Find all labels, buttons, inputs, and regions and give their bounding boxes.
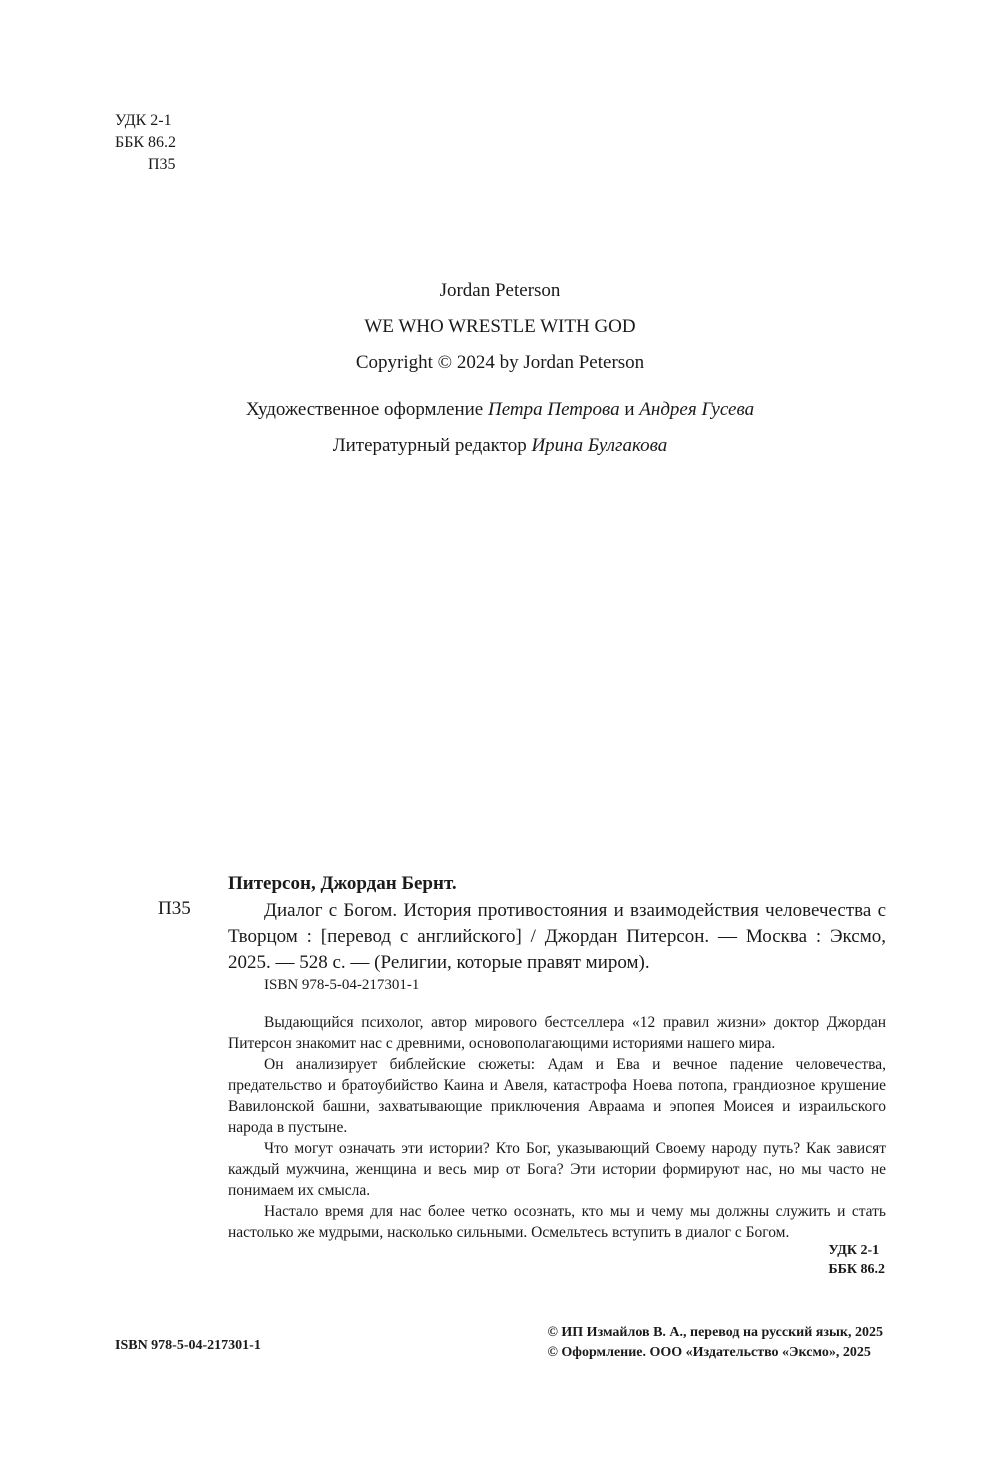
- annotation: [228, 1012, 886, 1243]
- udk-code: УДК 2-1: [115, 112, 172, 129]
- original-copyright: Copyright © 2024 by Jordan Peterson: [355, 352, 645, 373]
- footer-isbn: ISBN 978-5-04-217301-1: [115, 1338, 261, 1353]
- annotation-paragraph: Выдающийся психолог, автор мирового бестселлера «12 правил жизни» доктор Джордан Питерсон знакомит нас с древними, основополагающими историями нашего мира.: [228, 1014, 886, 1052]
- footer-udk: УДК 2-1: [828, 1243, 880, 1258]
- bbk-code: ББК 86.2: [115, 134, 177, 151]
- designer-1: Петра Петрова: [487, 399, 620, 420]
- footer-bbk: ББК 86.2: [828, 1262, 885, 1277]
- biblio-description: Диалог с Богом. История противостояния и взаимодействия человечества с Творцом : [перевод с английского] / Джордан Питерсон. — Москва : Эксмо, 2025. — 528 с. — (Религии, которые правят миром).: [228, 900, 886, 973]
- translation-copyright: © ИП Измайлов В. А., перевод на русский язык, 2025: [547, 1325, 883, 1340]
- original-title: WE WHO WRESTLE WITH GOD: [364, 316, 636, 337]
- classification-block: [115, 110, 176, 176]
- editor-label: Литературный редактор: [332, 435, 527, 456]
- editor-name: Ирина Булгакова: [531, 435, 668, 456]
- designer-2: Андрея Гусева: [639, 399, 755, 420]
- designer-conj: и: [624, 399, 635, 420]
- editor-credit: [0, 428, 1000, 464]
- footer-classification: [828, 1241, 885, 1279]
- biblio-author: Питерсон, Джордан Бернт.: [228, 873, 457, 894]
- original-credits: [0, 273, 1000, 381]
- original-author: Jordan Peterson: [439, 280, 561, 301]
- design-credit: [0, 392, 1000, 428]
- biblio-isbn: ISBN 978-5-04-217301-1: [264, 977, 420, 993]
- russian-credits: [0, 392, 1000, 464]
- design-copyright: © Оформление. ООО «Издательство «Эксмо», 2025: [547, 1345, 871, 1360]
- author-mark: П35: [148, 156, 176, 173]
- annotation-paragraph: Он анализирует библейские сюжеты: Адам и Ева и вечное падение человечества, предательство и братоубийство Каина и Авеля, катастрофа Ноева потопа, грандиозное крушение Вавилонской башни, захватывающие приключения Авраама и эпопея Моисея и израильского народа в пустыне.: [228, 1056, 886, 1136]
- biblio-code: П35: [158, 898, 191, 919]
- annotation-paragraph: Настало время для нас более четко осознать, кто мы и чему мы должны служить и стать настолько же мудрыми, насколько сильными. Осмельтесь вступить в диалог с Богом.: [228, 1203, 886, 1241]
- footer-copyrights: [547, 1323, 883, 1363]
- annotation-paragraph: Что могут означать эти истории? Кто Бог, указывающий Своему народу путь? Как зависят каждый мужчина, женщина и весь мир от Бога? Эти истории формируют нас, но мы часто не понимаем их смысла.: [228, 1140, 886, 1199]
- design-label: Художественное оформление: [245, 399, 484, 420]
